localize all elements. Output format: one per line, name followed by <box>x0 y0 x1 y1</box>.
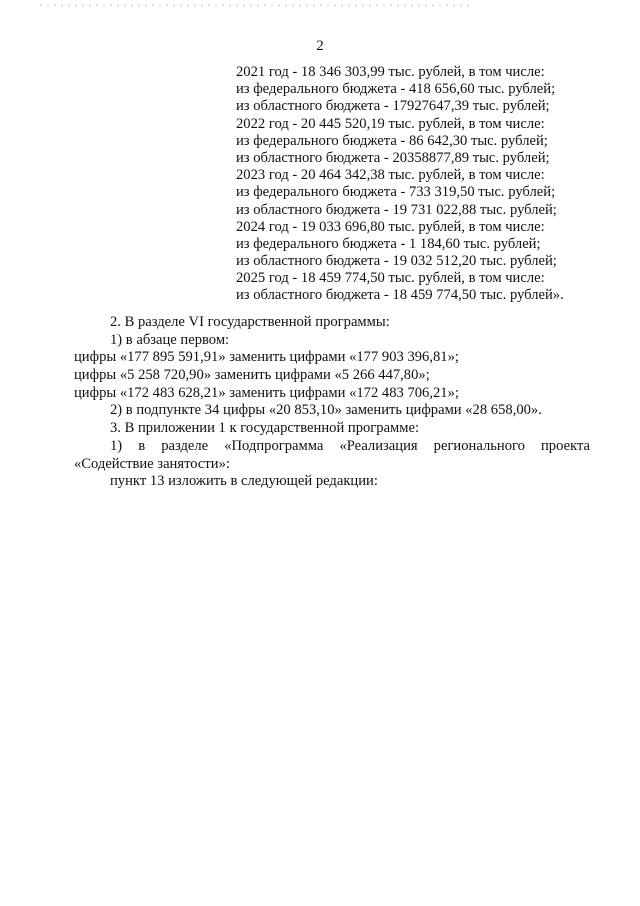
section-2-item-2: 2) в подпункте 34 цифры «20 853,10» заменить цифрами «28 658,00». <box>110 402 542 419</box>
funding-breakdown <box>236 64 616 305</box>
section-3-item-1-action: пункт 13 изложить в следующей редакции: <box>110 473 378 490</box>
page-number: 2 <box>316 38 324 54</box>
scan-artifact <box>40 4 470 7</box>
funding-line-2021-total: 2021 год - 18 346 303,99 тыс. рублей, в том числе: <box>236 64 545 80</box>
funding-line-2023-total: 2023 год - 20 464 342,38 тыс. рублей, в том числе: <box>236 167 545 184</box>
funding-line-2024-federal: из федерального бюджета - 1 184,60 тыс. рублей; <box>236 235 541 252</box>
funding-line-2024-regional: из областного бюджета - 19 032 512,20 тыс. рублей; <box>236 253 557 270</box>
section-2-replacement-3: цифры «172 483 628,21» заменить цифрами «172 483 706,21»; <box>74 384 459 401</box>
section-3-heading: 3. В приложении 1 к государственной программе: <box>110 420 420 437</box>
funding-line-2021-regional: из областного бюджета - 17927647,39 тыс. рублей; <box>236 98 550 115</box>
funding-line-2025-total: 2025 год - 18 459 774,50 тыс. рублей, в том числе: <box>236 270 545 287</box>
section-2-heading: 2. В разделе VI государственной программы: <box>110 314 390 330</box>
amendments-text <box>74 314 590 491</box>
funding-line-2023-regional: из областного бюджета - 19 731 022,88 тыс. рублей; <box>236 201 557 218</box>
funding-line-2022-regional: из областного бюджета - 20358877,89 тыс. рублей; <box>236 149 550 166</box>
section-2-item-1: 1) в абзаце первом: <box>110 331 230 348</box>
funding-line-2023-federal: из федерального бюджета - 733 319,50 тыс. рублей; <box>236 184 556 201</box>
funding-line-2022-total: 2022 год - 20 445 520,19 тыс. рублей, в том числе: <box>236 115 545 132</box>
section-2-replacement-2: цифры «5 258 720,90» заменить цифрами «5 266 447,80»; <box>74 367 430 384</box>
funding-line-2025-regional: из областного бюджета - 18 459 774,50 тыс. рублей». <box>236 287 564 304</box>
funding-line-2022-federal: из федерального бюджета - 86 642,30 тыс. рублей; <box>236 132 548 149</box>
section-3-item-1-line-1: 1) в разделе «Подпрограмма «Реализация регионального проекта <box>110 437 590 454</box>
funding-line-2024-total: 2024 год - 19 033 696,80 тыс. рублей, в том числе: <box>236 218 545 235</box>
section-3-item-1-line-2: «Содействие занятости»: <box>74 455 230 472</box>
funding-line-2021-federal: из федерального бюджета - 418 656,60 тыс. рублей; <box>236 81 556 98</box>
section-2-replacement-1: цифры «177 895 591,91» заменить цифрами «177 903 396,81»; <box>74 349 459 366</box>
